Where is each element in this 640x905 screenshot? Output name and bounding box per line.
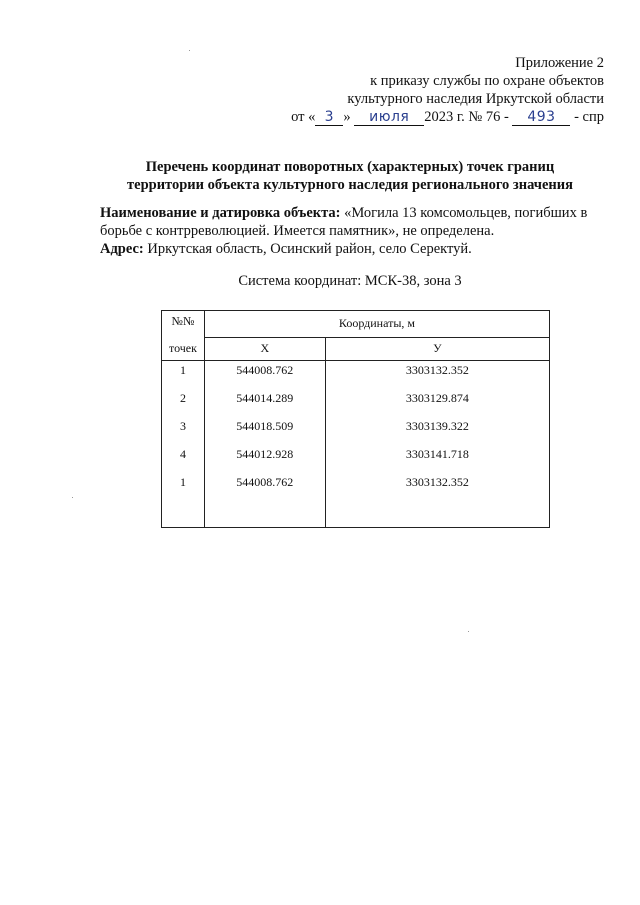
appendix-order-ref: к приказу службы по охране объектов [370,73,604,89]
order-day: 3 [324,109,335,125]
point-number: 2 [162,389,205,417]
table-row [162,473,550,501]
order-date-number [291,108,604,126]
coordinate-system: Система координат: МСК-38, зона 3 [238,273,462,289]
title-line-1: Перечень координат поворотных (характерных) точек границ [145,159,555,175]
point-number: 1 [162,360,205,389]
table-row [162,360,550,389]
col-num-header-bottom: точек [162,337,205,360]
object-name-label: Наименование и датировка объекта: [100,205,341,221]
y-header: У [325,337,549,360]
point-number: 1 [162,473,205,501]
appendix-agency: культурного наследия Иркутской области [347,91,604,107]
x-value: 544014.289 [204,389,325,417]
document-title [60,158,640,194]
order-month-field [354,110,424,126]
x-value: 544008.762 [204,360,325,389]
x-header: X [204,337,325,360]
order-suffix: - спр [574,109,604,125]
coordinates-table [161,310,550,528]
object-name-value: «Могила 13 комсомольцев, погибших в борьбе с контрреволюцией. Имеется памятник», не определена. [100,205,588,239]
empty-cell [325,501,549,528]
object-name [100,204,610,240]
order-number: 493 [527,109,556,125]
scan-speck [72,497,73,498]
object-address-label: Адрес: [100,241,144,257]
scan-speck [189,50,190,51]
y-value: 3303141.718 [325,445,549,473]
x-value: 544008.762 [204,473,325,501]
table-row [162,389,550,417]
table-row [162,417,550,445]
order-prefix: от « [291,109,316,125]
x-value: 544012.928 [204,445,325,473]
y-value: 3303132.352 [325,360,549,389]
y-value: 3303132.352 [325,473,549,501]
order-number-field [512,110,570,126]
title-line-2: территории объекта культурного наследия регионального значения [127,177,573,193]
table-row [162,445,550,473]
empty-cell [204,501,325,528]
y-value: 3303139.322 [325,417,549,445]
point-number: 3 [162,417,205,445]
point-number: 4 [162,445,205,473]
y-value: 3303129.874 [325,389,549,417]
object-address [100,240,610,258]
order-month: июля [369,109,410,125]
coords-header: Координаты, м [204,311,549,338]
table-empty-row [162,501,550,528]
x-value: 544018.509 [204,417,325,445]
appendix-header [291,54,604,126]
order-year: 2023 г. № 76 - [424,109,509,125]
order-day-field [315,110,343,126]
appendix-title: Приложение 2 [515,55,604,71]
order-mid: » [343,109,351,125]
col-num-header-top: №№ [162,311,205,338]
object-address-value: Иркутская область, Осинский район, село Серектуй. [143,241,472,257]
object-description [100,204,610,258]
empty-cell [162,501,205,528]
scan-speck [468,631,469,632]
